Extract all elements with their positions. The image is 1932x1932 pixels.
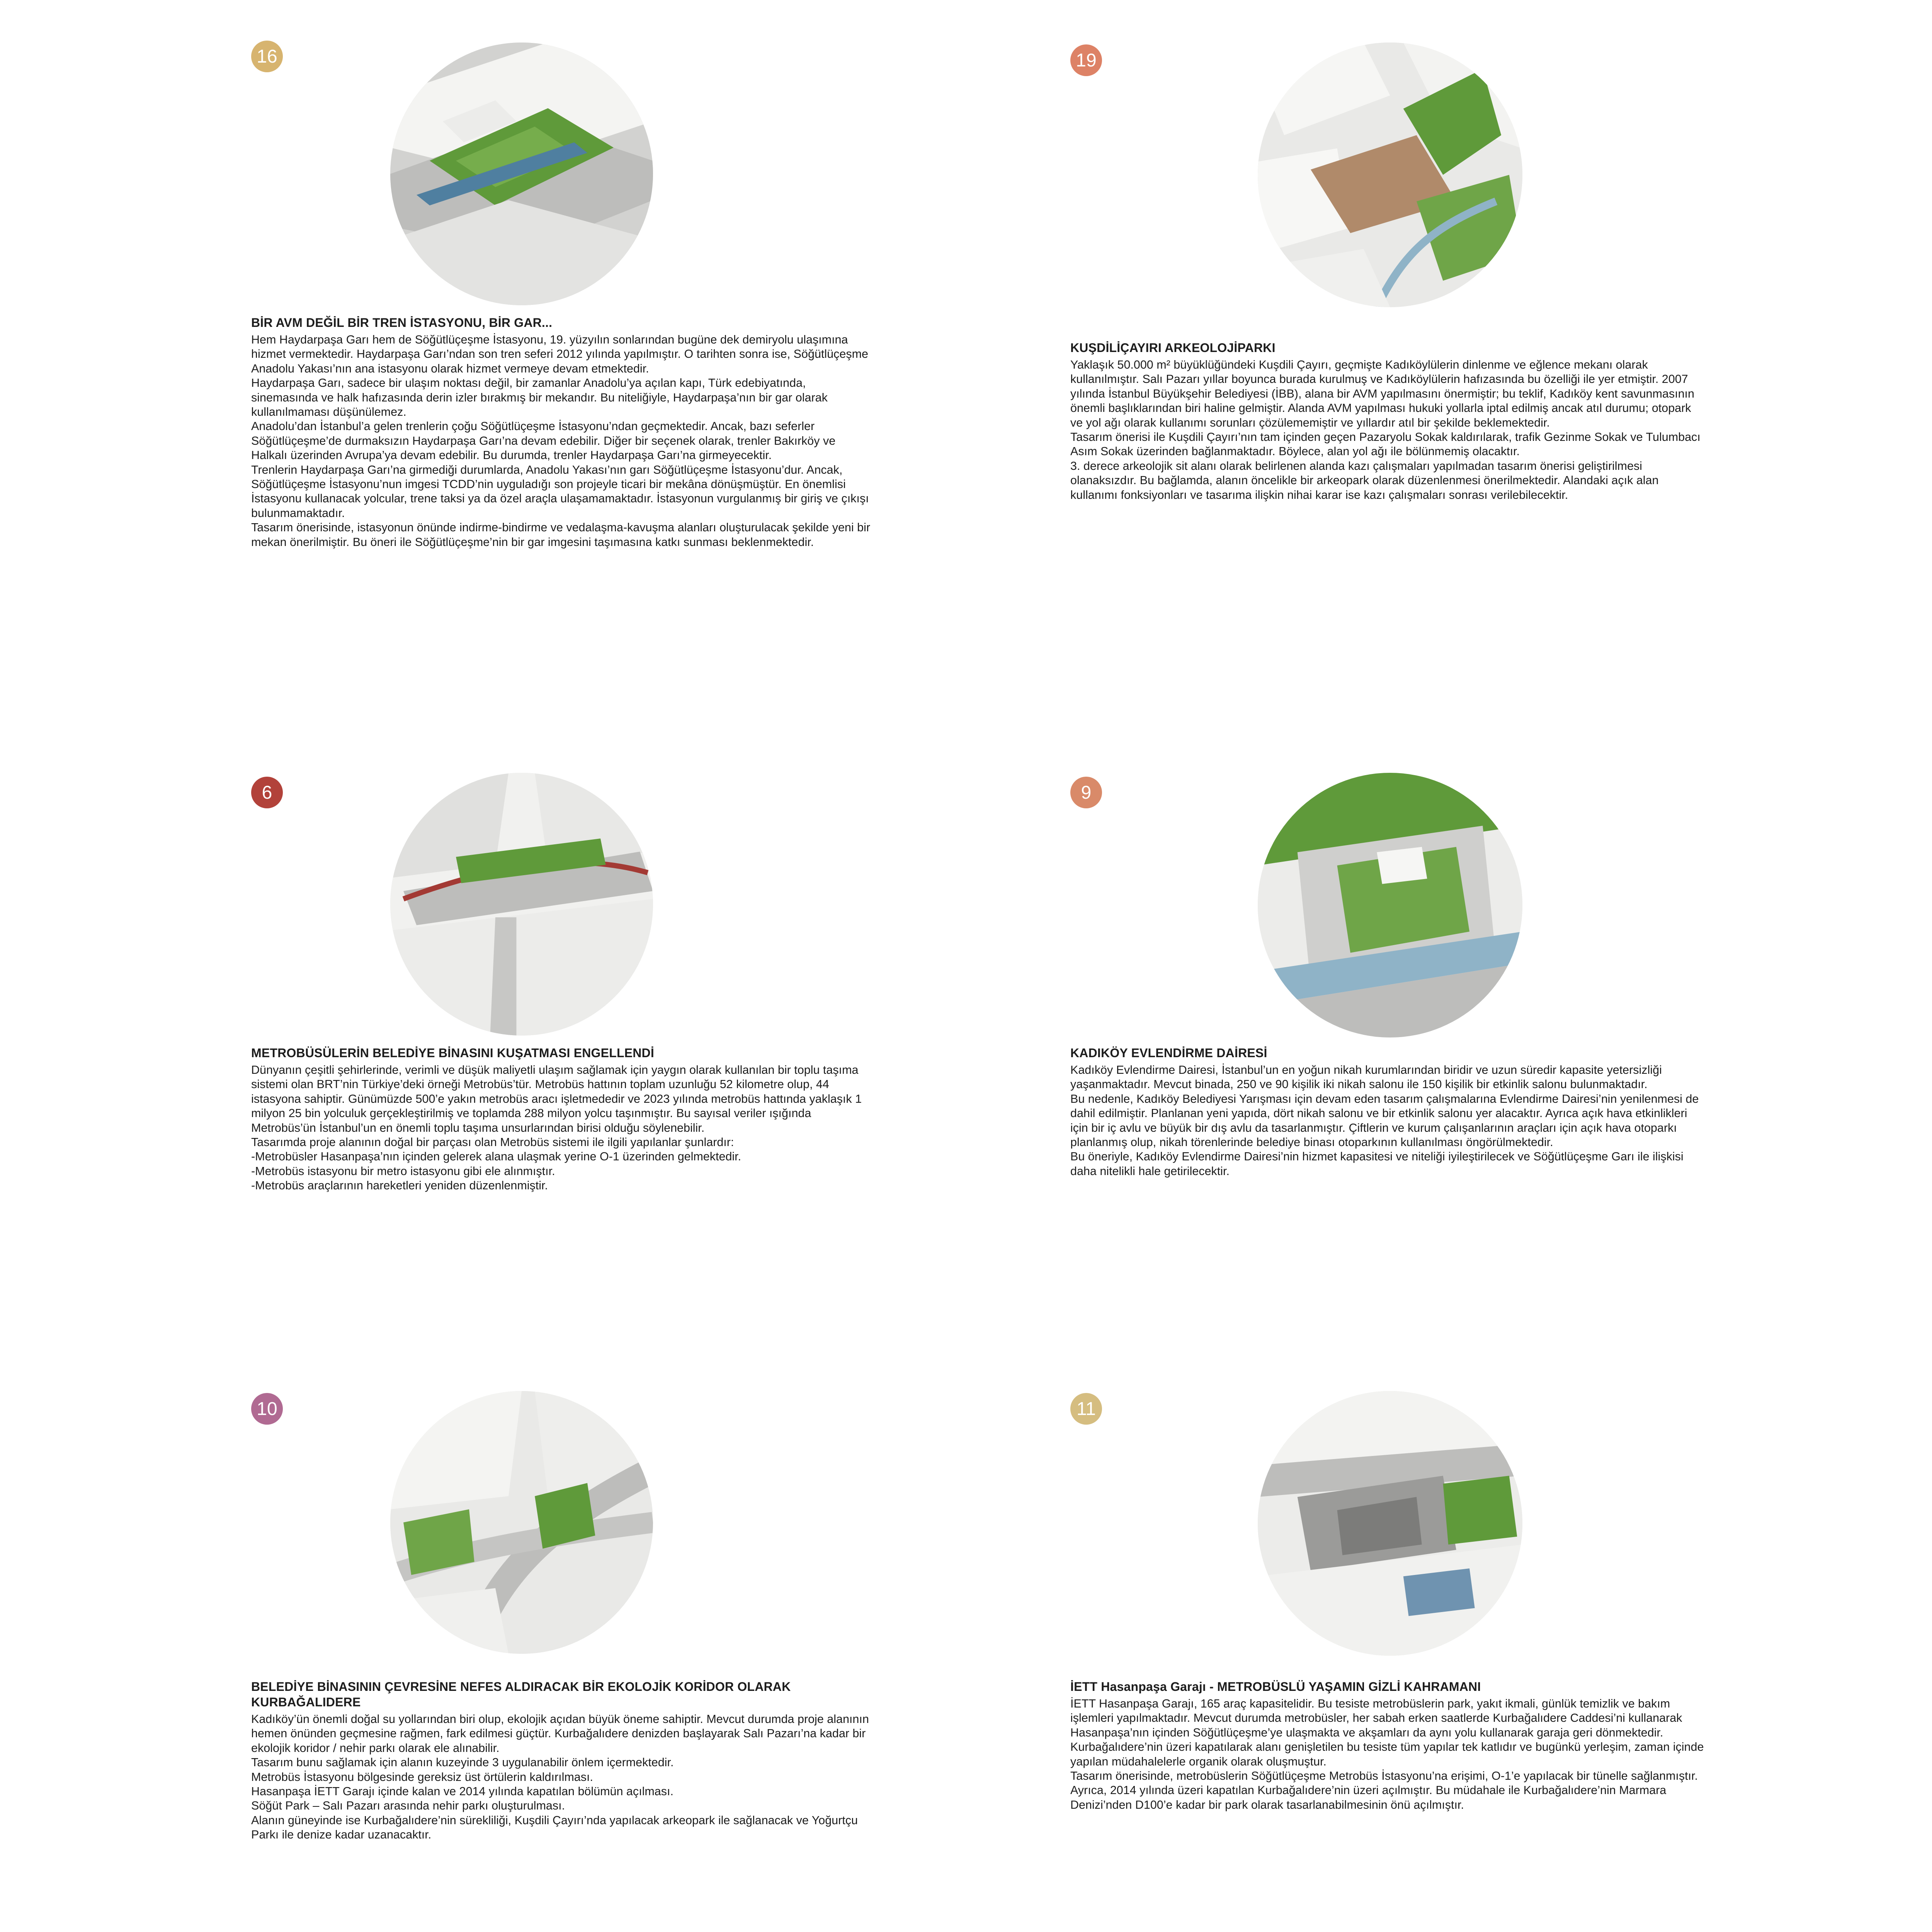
badge-6: 6 — [251, 777, 283, 808]
badge-19: 19 — [1070, 44, 1102, 76]
aerial-render-11 — [1258, 1391, 1522, 1656]
panel-title: İETT Hasanpaşa Garajı - METROBÜSLÜ YAŞAMIN GİZLİ KAHRAMANI — [1070, 1680, 1481, 1694]
text-block-9 — [1070, 1045, 1704, 1179]
text-block-11 — [1070, 1679, 1704, 1812]
badge-11: 11 — [1070, 1393, 1102, 1425]
badge-16: 16 — [251, 41, 283, 72]
panel-title: BİR AVM DEĞİL BİR TREN İSTASYONU, BİR GAR... — [251, 316, 553, 330]
badge-9: 9 — [1070, 777, 1102, 808]
panel-body: Hem Haydarpaşa Garı hem de Söğütlüçeşme İstasyonu, 19. yüzyılın sonlarından bugüne dek demiryolu ulaşımına hizmet vermektedir. Haydarpaşa Garı’ndan son tren seferi 2012 yılında yapılmıştır. O tarihten sonra ise, Söğütlüçeşme Anadolu Yakası’nın ana istasyonu olarak hizmet vermeye devam etmektedir. Haydarpaşa Garı, sadece bir ulaşım noktası değil, bir zamanlar Anadolu’ya açılan kapı, Türk edebiyatında, sinemasında ve halk hafızasında derin izler bırakmış bir mekandır. Bu niteliğiyle, Haydarpaşa’nın bir gar olarak kullanılmaması düşünülemez. Anadolu’dan İstanbul’a gelen trenlerin çoğu Söğütlüçeşme İstasyonu’ndan geçmektedir. Ancak, bazı seferler Söğütlüçeşme’de durmaksızın Haydarpaşa Garı’na devam edebilir. Diğer bir seçenek olarak, trenler Bakırköy ve Halkalı üzerinden Avrupa’ya devam edebilir. Bu durumda, trenler Haydarpaşa Garı’na girmeyecektir. Trenlerin Haydarpaşa Garı’na girmediği durumlarda, Anadolu Yakası’nın garı Söğütlüçeşme İstasyonu’dur. Ancak, Söğütlüçeşme İstasyonu’nun imgesi TCDD’nin uyguladığı son projeyle ticari bir mekâna dönüşmüştür. En önemlisi İstasyonu kullanacak yolcular, trene taksi ya da özel araçla ulaşamamaktadır. İstasyonun vurgulanmış bir giriş ve çıkışı bulunmamaktadır. Tasarım önerisinde, istasyonun önünde indirme-bindirme ve vedalaşma-kavuşma alanları oluşturulacak şekilde yeni bir mekan önerilmiştir. Bu öneri ile Söğütlüçeşme’nin bir gar imgesini taşımasına katkı sunması beklenmektedir. — [251, 333, 871, 549]
aerial-render-10 — [390, 1391, 653, 1654]
aerial-render-6 — [390, 773, 653, 1036]
text-block-10 — [251, 1679, 873, 1842]
panel-body: Dünyanın çeşitli şehirlerinde, verimli ve düşük maliyetli ulaşım sağlamak için yaygın olarak kullanılan bir toplu taşıma sistemi olan BRT’nin Türkiye’deki örneği Metrobüs’tür. Metrobüs hattının toplam uzunluğu 52 kilometre olup, 44 istasyona sahiptir. Günümüzde 500’e yakın metrobüs aracı işletmededir ve 2023 yılında metrobüs hattında yaklaşık 1 milyon 25 bin yolculuk gerçekleştirilmiş ve toplamda 288 milyon yolcu taşınmıştır. Bu sayısal veriler ışığında Metrobüs’ün İstanbul’un en önemli toplu taşıma unsurlarından birisi olduğu söylenebilir. Tasarımda proje alanının doğal bir parçası olan Metrobüs sistemi ile ilgili yapılanlar şunlardır: -Metrobüsler Hasanpaşa’nın içinden gelerek alana ulaşmak yerine O-1 üzerinden gelmektedir. -Metrobüs istasyonu bir metro istasyonu gibi ele alınmıştır. -Metrobüs araçlarının hareketleri yeniden düzenlenmiştir. — [251, 1063, 862, 1192]
panel-title: KUŞDİLİÇAYIRI ARKEOLOJİPARKI — [1070, 341, 1276, 355]
panel-title: KADIKÖY EVLENDİRME DAİRESİ — [1070, 1046, 1267, 1060]
aerial-render-9 — [1258, 773, 1522, 1037]
panel-title: BELEDİYE BİNASININ ÇEVRESİNE NEFES ALDIRACAK BİR EKOLOJİK KORİDOR OLARAK KURBAĞALIDERE — [251, 1680, 791, 1709]
panel-body: İETT Hasanpaşa Garajı, 165 araç kapasitelidir. Bu tesiste metrobüslerin park, yakıt ikmali, günlük temizlik ve bakım işlemleri yapılmaktadır. Mevcut durumda metrobüsler, her sabah erken saatlerde Kurbağalıdere Caddesi’ni kullanarak Hasanpaşa’nın içinden Söğütlüçeşme’ye ulaşmakta ve akşamları da aynı yolu kullanarak garaja geri dönmektedir. Kurbağalıdere’nin üzeri kapatılarak alanı genişletilen bu tesiste tüm yapılar tek katlıdır ve bugünkü yerleşim, zaman içinde yapılan müdahalelerle organik olarak oluşmuştur. Tasarım önerisinde, metrobüslerin Söğütlüçeşme Metrobüs İstasyonu’na erişimi, O-1’e yapılacak bir tünelle sağlanmıştır. Ayrıca, 2014 yılında üzeri kapatılan Kurbağalıdere’nin üzeri açılmıştır. Bu müdahale ile Kurbağalıdere’nin Marmara Denizi’nden D100’e kadar bir park olarak tasarlanabilmesinin önü açılmıştır. — [1070, 1697, 1704, 1811]
text-block-19 — [1070, 340, 1704, 502]
panel-title: METROBÜSÜLERİN BELEDİYE BİNASINI KUŞATMASI ENGELLENDİ — [251, 1046, 654, 1060]
badge-10: 10 — [251, 1393, 283, 1425]
text-block-6 — [251, 1045, 873, 1193]
panel-body: Yaklaşık 50.000 m² büyüklüğündeki Kuşdili Çayırı, geçmişte Kadıköylülerin dinlenme ve eğlence mekanı olarak kullanılmıştır. Salı Pazarı yıllar boyunca burada kurulmuş ve Kadıköylülerin hafızasında bu özelliği ile yer etmiştir. 2007 yılında İstanbul Büyükşehir Belediyesi (İBB), alana bir AVM yapılmasını önermiştir; bu teklif, Kadıköy kent savunmasının önemli başlıklarından biri haline gelmiştir. Alanda AVM yapılması hukuki yollarla iptal edilmiş ancak atıl durumu; otopark ve yol ağı olarak kullanımı sorunları çözülememiştir ve yıllardır atıl bir şekilde beklemektedir. Tasarım önerisi ile Kuşdili Çayırı’nın tam içinden geçen Pazaryolu Sokak kaldırılarak, trafik Gezinme Sokak ve Tulumbacı Asım Sokak üzerinden bağlanmaktadır. Böylece, alan yol ağı ile bölünmemiş olacaktır. 3. derece arkeolojik sit alanı olarak belirlenen alanda kazı çalışmaları yapılmadan tasarım önerisi geliştirilmesi olanaksızdır. Bu bağlamda, alanın öncelikle bir arkeopark olarak düzenlenmesi önerilmektedir. Alandaki açık alan kullanımı fonksiyonları ve tasarıma ilişkin nihai karar ise kazı çalışmaları sonrası verilebilecektir. — [1070, 358, 1701, 502]
aerial-render-16 — [390, 43, 653, 305]
panel-body: Kadıköy Evlendirme Dairesi, İstanbul’un en yoğun nikah kurumlarından biridir ve uzun süredir kapasite yetersizliği yaşanmaktadır. Mevcut binada, 250 ve 90 kişilik iki nikah salonu ile 150 kişilik bir etkinlik salonu bulunmaktadır. Bu nedenle, Kadıköy Belediyesi Yarışması için devam eden tasarım çalışmalarına Evlendirme Dairesi’nin yenilenmesi de dahil edilmiştir. Planlanan yeni yapıda, dört nikah salonu ve bir etkinlik salonu yer alacaktır. Ayrıca açık hava etkinlikleri için bir iç avlu ve büyük bir dış avlu da tasarlanmıştır. Çiftlerin ve kurum çalışanlarının araçları için açık hava otoparkı planlanmış olup, nikah törenlerinde belediye binası otoparkının kullanılması öngörülmektedir. Bu öneriyle, Kadıköy Evlendirme Dairesi’nin hizmet kapasitesi ve niteliği iyileştirilecek ve Söğütlüçeşme Garı ile ilişkisi daha nitelikli hale getirilecektir. — [1070, 1063, 1699, 1178]
panel-body: Kadıköy’ün önemli doğal su yollarından biri olup, ekolojik açıdan büyük öneme sahiptir. Mevcut durumda proje alanının hemen önünden geçmesine rağmen, fark edilmesi güçtür. Kurbağalıdere denizden başlayarak Salı Pazarı’na kadar bir ekolojik koridor / nehir parkı olarak ele alınabilir. Tasarım bunu sağlamak için alanın kuzeyinde 3 uygulanabilir önlem içermektedir. Metrobüs İstasyonu bölgesinde gereksiz üst örtülerin kaldırılması. Hasanpaşa İETT Garajı içinde kalan ve 2014 yılında kapatılan bölümün açılması. Söğüt Park – Salı Pazarı arasında nehir parkı oluşturulması. Alanın güneyinde ise Kurbağalıdere’nin sürekliliği, Kuşdili Çayırı’nda yapılacak arkeopark ile sağlanacak ve Yoğurtçu Parkı ile denize kadar uzanacaktır. — [251, 1713, 869, 1842]
text-block-16 — [251, 315, 873, 549]
aerial-render-19 — [1258, 43, 1522, 307]
